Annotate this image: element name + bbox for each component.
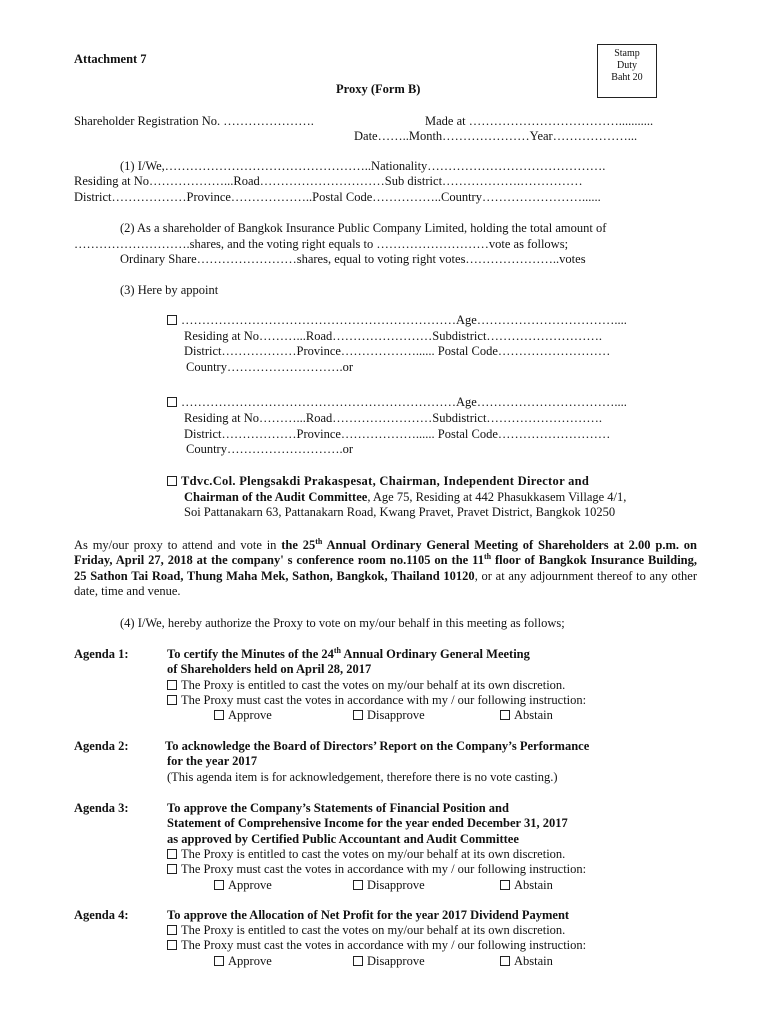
district-field[interactable]: District………………Province………………..Postal Code……………..Country……………………...... — [74, 190, 601, 204]
stamp-line: Baht 20 — [611, 72, 643, 83]
abstain-option[interactable]: Abstain — [500, 878, 553, 893]
meeting-text: , or at any adjournment thereof to any other date, time and venue. — [74, 568, 698, 598]
agenda-label: Agenda 2: — [74, 739, 129, 753]
agenda-title: for the year 2017 — [167, 754, 258, 768]
checkbox[interactable] — [167, 695, 177, 705]
superscript: th — [315, 536, 323, 546]
director-address: Soi Pattanakarn 63, Pattanakarn Road, Kwang Pravet, Pravet District, Bangkok 10250 — [184, 505, 616, 519]
checkbox[interactable] — [353, 956, 363, 966]
director-detail: , Age 75, Residing at 442 Phasukkasem Village 4/1, — [367, 490, 627, 504]
director-line: Tdvc.Col. Plengsakdi Prakaspesat, Chairman, Independent Director and — [181, 474, 590, 488]
agenda-label: Agenda 4: — [74, 908, 129, 922]
agenda-title: Statement of Comprehensive Income for the year ended December 31, 2017 — [167, 816, 568, 830]
made-at-field[interactable]: Made at ………………………………........... — [425, 114, 654, 128]
proxy-name-field[interactable]: …………………………………………………………Age…………………………….... — [181, 313, 627, 327]
checkbox[interactable] — [167, 849, 177, 859]
agenda-title: To certify the Minutes of the 24th Annual Ordinary General Meeting — [167, 645, 530, 661]
agenda-title: To acknowledge the Board of Directors’ Report on the Company’s Performance — [165, 739, 590, 753]
checkbox[interactable] — [500, 710, 510, 720]
checkbox[interactable] — [214, 710, 224, 720]
proxy-option-1[interactable] — [167, 313, 627, 328]
proxy-country-field[interactable]: Country……………………….or — [186, 360, 354, 374]
checkbox[interactable] — [167, 940, 177, 950]
disapprove-option[interactable]: Disapprove — [353, 954, 425, 969]
director-line — [184, 490, 626, 505]
stamp-duty-box — [597, 44, 657, 98]
address-field[interactable]: Residing at No………………...Road…………………………Sub district……………….…………… — [74, 174, 583, 188]
checkbox[interactable] — [167, 925, 177, 935]
name-nationality-field[interactable]: (1) I/We,…………………………………………..Nationality……………………………………. — [120, 159, 606, 173]
checkbox[interactable] — [167, 315, 177, 325]
appoint-heading: (3) Here by appoint — [120, 283, 219, 297]
shares-field[interactable]: ……………………….shares, and the voting right equals to ………………………vote as follows; — [74, 237, 569, 251]
meeting-paragraph — [74, 538, 697, 599]
abstain-option[interactable]: Abstain — [500, 954, 553, 969]
checkbox[interactable] — [167, 397, 177, 407]
proxy-country-field[interactable]: Country……………………….or — [186, 442, 354, 456]
proxy-residing-field[interactable]: Residing at No………...Road……………………Subdistrict………………………. — [184, 411, 603, 425]
registration-no-field[interactable]: Shareholder Registration No. …………………. — [74, 114, 314, 128]
ordinary-share-field[interactable]: Ordinary Share……………………shares, equal to voting right votes…………………..votes — [120, 252, 586, 266]
checkbox[interactable] — [500, 956, 510, 966]
proxy-residing-field[interactable]: Residing at No………...Road……………………Subdistrict………………………. — [184, 329, 603, 343]
checkbox[interactable] — [353, 710, 363, 720]
discretion-option[interactable]: The Proxy is entitled to cast the votes on my/our behalf at its own discretion. — [167, 678, 565, 693]
checkbox[interactable] — [214, 880, 224, 890]
proxy-district-field[interactable]: District………………Province………………...... Postal Code……………………… — [184, 344, 611, 358]
stamp-line: Duty — [617, 60, 637, 71]
abstain-option[interactable]: Abstain — [500, 708, 553, 723]
disapprove-option[interactable]: Disapprove — [353, 708, 425, 723]
proxy-option-2[interactable] — [167, 395, 627, 410]
checkbox[interactable] — [500, 880, 510, 890]
authorize-heading: (4) I/We, hereby authorize the Proxy to vote on my/our behalf in this meeting as follows; — [120, 616, 565, 630]
meeting-text: floor of Bangkok Insurance Building, 25 Sathon Tai Road, Thung Maha Mek, Sathon, Bangkok, Thailand 10120 — [74, 553, 698, 583]
discretion-option[interactable]: The Proxy is entitled to cast the votes on my/our behalf at its own discretion. — [167, 923, 565, 938]
agenda-title: To approve the Company’s Statements of Financial Position and — [167, 801, 509, 815]
agenda-title: To approve the Allocation of Net Profit for the year 2017 Dividend Payment — [167, 908, 570, 922]
instruction-option[interactable]: The Proxy must cast the votes in accordance with my / our following instruction: — [167, 938, 586, 953]
checkbox[interactable] — [214, 956, 224, 966]
agenda-title: of Shareholders held on April 28, 2017 — [167, 662, 372, 676]
agenda-label: Agenda 3: — [74, 801, 129, 815]
approve-option[interactable]: Approve — [214, 708, 272, 723]
superscript: th — [483, 552, 492, 562]
proxy-district-field[interactable]: District………………Province………………...... Postal Code……………………… — [184, 427, 611, 441]
checkbox[interactable] — [167, 680, 177, 690]
attachment-label: Attachment 7 — [74, 52, 147, 66]
director-proxy-option[interactable] — [167, 474, 589, 489]
instruction-option[interactable]: The Proxy must cast the votes in accordance with my / our following instruction: — [167, 862, 586, 877]
shareholding-text: (2) As a shareholder of Bangkok Insurance Public Company Limited, holding the total amount of — [120, 221, 607, 235]
shareholding-line — [74, 221, 697, 236]
date-field[interactable]: Date……..Month…………………Year………………... — [354, 129, 638, 143]
agenda-title: as approved by Certified Public Accountant and Audit Committee — [167, 832, 519, 846]
meeting-text: Annual Ordinary General Meeting of Shareholders at 2.00 p.m. on Friday, April 27, 2018 at the company' s conference room no.1105 on the 11 — [74, 538, 697, 568]
meeting-text: the 25 — [281, 538, 316, 552]
instruction-option[interactable]: The Proxy must cast the votes in accordance with my / our following instruction: — [167, 693, 586, 708]
approve-option[interactable]: Approve — [214, 954, 272, 969]
meeting-text: As my/our proxy to attend and vote in — [74, 538, 282, 552]
proxy-name-field[interactable]: …………………………………………………………Age…………………………….... — [181, 395, 627, 409]
disapprove-option[interactable]: Disapprove — [353, 878, 425, 893]
agenda-note: (This agenda item is for acknowledgement, therefore there is no vote casting.) — [167, 770, 558, 784]
director-title: Chairman of the Audit Committee — [184, 490, 368, 504]
stamp-line: Stamp — [614, 48, 640, 59]
approve-option[interactable]: Approve — [214, 878, 272, 893]
checkbox[interactable] — [167, 476, 177, 486]
discretion-option[interactable]: The Proxy is entitled to cast the votes on my/our behalf at its own discretion. — [167, 847, 565, 862]
checkbox[interactable] — [167, 864, 177, 874]
checkbox[interactable] — [353, 880, 363, 890]
form-title: Proxy (Form B) — [336, 82, 421, 96]
agenda-label: Agenda 1: — [74, 647, 129, 661]
